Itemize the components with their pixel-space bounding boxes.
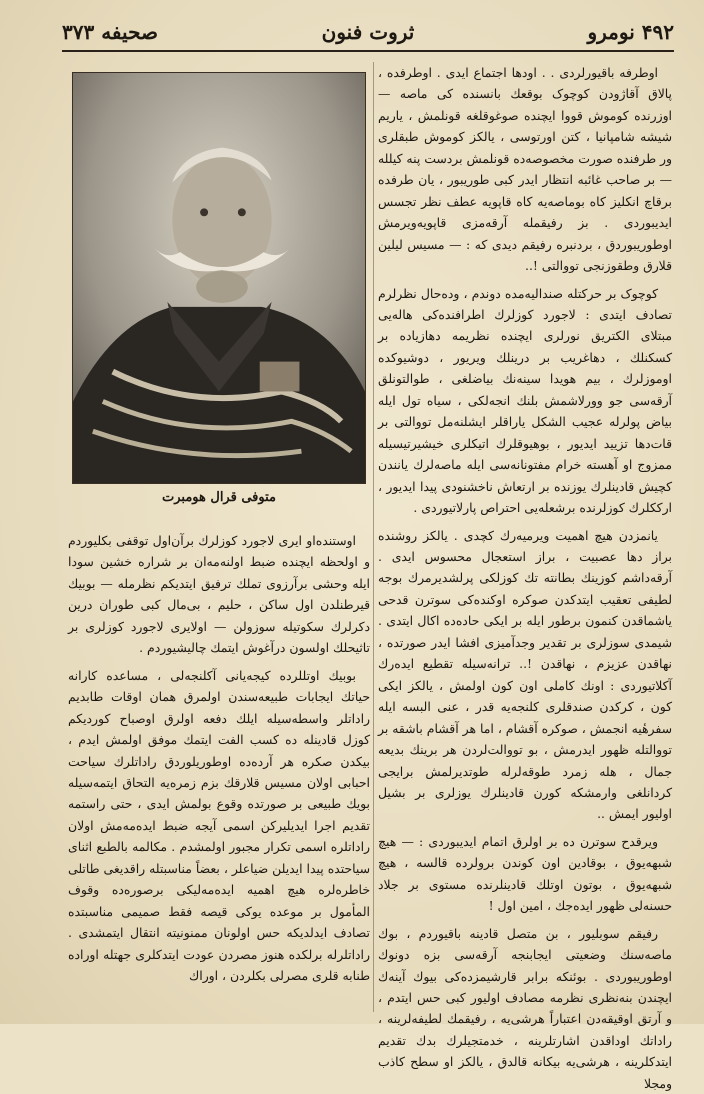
paragraph: رفیقم سوبلیور ، بن متصل قادینه باقیوردم ، بوك ماصه‌سنك وضعیتی ایجابنجه آرقه‌سی بزه دونوك اوطوریبوردی . بوئنکه برابر قارشیمزده‌کی بیوك آینه‌ك ایچندن بنه‌نظری نظرمه مصادف اولیور کبی حس ایتدم ، و آرتق اوقیقه‌دن اعتباراً هرشی‌یه ، رفیقمك لطیفه‌لرینه ، راداتك اوداقدن اشارتلرینه ، خدمتجیلرك بدك تقدیم ایتدکلرینه ، هرشی‌یه بیکانه قالدق ، یالکز او سطح کاذب‌ ومجلا	[378, 925, 672, 1091]
paragraph: اوطرفه باقیورلردی . . اودها اجتماع ایدی . اوطرفده ، پالاق آقاژودن کوچوک بوقعك بانسنده کی ماصه — اوزرنده کوموش قووا ایچنده صوغوقلغه قونلمش ، یاریم شیشه شامپانیا ، کتن اورتوسی ، یالکز کوموش طبقلری ور طرفنده صورت مخصوصه‌ده قونلمش بردست پنه کیلله — بر صاحب غائبه انتظار ایدر کبی طوریبور ، یان طرفده برقاچ انکلیز کاه بوماصه‌یه کاه قاپویه عطف نظر تجسس ایدیبوردی . بز رفیقمله آرقه‌مزی قاپویه‌ویرمش اوطوریبوردق ، بردنبره رفیقم دیدی که : — مسیس لیلین قلارق وطقوزنجی تووالتی !..	[378, 65, 672, 274]
right-text-column	[378, 62, 672, 1091]
paragraph: اوستنده‌او ایری لاجورد کوزلرك برآن‌اول توقفی بکلیوردم و اولحظه ایچنده ضبط اولنه‌مه‌ان بر شراره خشین سودا ایله وحشی برآرزوی تملك ترفیق ایتدیکم نظرمله — بوبیك قیرطنلدن اول ساکن ، حلیم ، بی‌مال کبی طوران درین دکرلرك سکوتیله سوزولن — اولایری لاجورد کوزلری بر تاثیحلك اولسون درآغوش ایتمك چالیشیوردم .	[68, 533, 370, 656]
paragraph: بوبیك اوتللرده کیجه‌یانی آکلنجه‌لی ، مساعده کارانه حیاتك ایجابات طبیعه‌سندن اولمرق همان اوقات طابدیم راداتلر واسطه‌سیله ایلك دفعه اولرق اوصباح کوردیکم کوزل قادینله ده کسب الفت ایتمك موفق اولمش ایدم ، بیکدن صکره هر آرده‌ده اوطوریلوردق راداتلرك سیاحت احبابی اولان مسیس قلارقك بزم زمره‌یه التحاق ایتمه‌سیله بویك طبیعی بر صورتده وقوع بولمش ایدی ، حتی راستمه تقدیم اجرا ایدیلیرکن اسمی آیجه ضبط ایده‌مه‌مش اولان راداتلره اسمی تکرار مجبور اولمشدم . مکالمه بالطبع اثنای سیاحتده پیدا ایدیلن ضیاعلر ، بعضاً مناسبتله راقدیغی طاتلی خاطره‌لره هیچ اهمیه ایده‌مه‌لیکی برصوره‌ده وقوف المأمول بر موعده یوکی قیصه فقط صمیمی مناسبتده تصادف ایدلدیکه حس اولونان ممنونیته انتقال ایتمشدی . راداتلرله برلکده هنوز مصردن عودت ایتدکلری جهتله اوراده طنابه قلری مصرلی بکلردن ، اوراك	[68, 667, 370, 984]
photo-caption: متوفی قرال هومبرت	[161, 490, 277, 505]
journal-title: ثروت فنون	[321, 20, 415, 44]
page-header	[62, 18, 674, 54]
left-text-column	[68, 530, 370, 1010]
portrait-photo	[72, 72, 366, 484]
issue-number: ۴۹۲ نومرو	[587, 20, 674, 44]
page-number: صحیفه ۳۷۳	[62, 20, 158, 44]
column-divider	[373, 62, 374, 1012]
paragraph: یانمزدن هیچ اهمیت ویرمیه‌رك کچدی . یالکز روشنده براز دها عصبیت ، براز استعجال محسوس ایدی . آرقه‌داشم کوزینك بطانته تك کوزلکی پرلشدیرمرك بوجه لطیفی تعقیب ایتدکدن صوکره اوکنده‌کی سوترن قدحی یاشماقدن کنمون برطور ایله بر ایکی حاده‌ده اکال ایتدی . شیمدی سوزلری بر تقدیر وجدآمیزی افشا ایدر صورتده ، نهاقدن عزیزم ، نهاقدن !.. ترانه‌سیله تقطیع ایده‌رك آکلاتیوردی : اونك کاملی اون کون اولمش ، یالکز ایکی کون ، کرکدن صندقلری کلنجه‌یه قدر ، عنی البسه ایله سفرهٔیه انجمش ، صوکره آقشام ، اما هر آقشام باشقه بر تووالتله ظهور ایدرمش ، بو تووالت‌لردن هر برینك بدیعه‌ جمال ، هله زمرد طوقه‌لرله طوتدیرلمش برایجی کردانلغی وارمشکه کورن قادینلرك یوزلری بر بشیل اولیور ایمش ..	[378, 527, 672, 822]
paragraph: کوچوک بر حرکتله صندالیه‌مده دوندم ، وده‌حال نظرلرم تصادف ایتدی : لاجورد کوزلرك اطرافنده‌کی هاله‌یی مبتلای الکتریق نورلری ایچنده نظریمه دهازیاده بر کسکنلك ، دهاغریب بر درینلك ویریور ، دوشیوکده اوموزلرك ، بیم هویدا سینه‌نك بیاضلغی ، طوالتونلق آرقه‌سی جو وورلاشمش بلنك انجه‌لکی ، سیاه تول ایله بیاض پولرله عجیب الشکل یاراقلر ایشلنه‌مل تووالتی بر قات‌دها تزیید ایدیور ، بوهیوقلرك اتیکلری خیشیرتیسیله ممزوج او آهسته خرام مفتونانه‌سی ایله ماصه‌لرك یانندن کچیش قادینلرك یوزنده بر ارتعاش ناخشنودی پیدا ایدیور ، ارککلرك کوزلرنده برشعله‌یی احتراص پارلاتیوردی .	[378, 285, 672, 516]
paragraph: ویرقدح سوترن ده بر اولرق اتمام ایدیبوردی : — هیچ شبهه‌یوق ، بوقادین اون کوندن برولرده قالسه ، هیچ شبهه‌یوق ، بوتون اوتلك قادینلرنده مستوی بر جلاد حسنه‌لی ظهور ایده‌جك ، امین اول !	[378, 833, 672, 914]
header-rule	[62, 50, 674, 52]
